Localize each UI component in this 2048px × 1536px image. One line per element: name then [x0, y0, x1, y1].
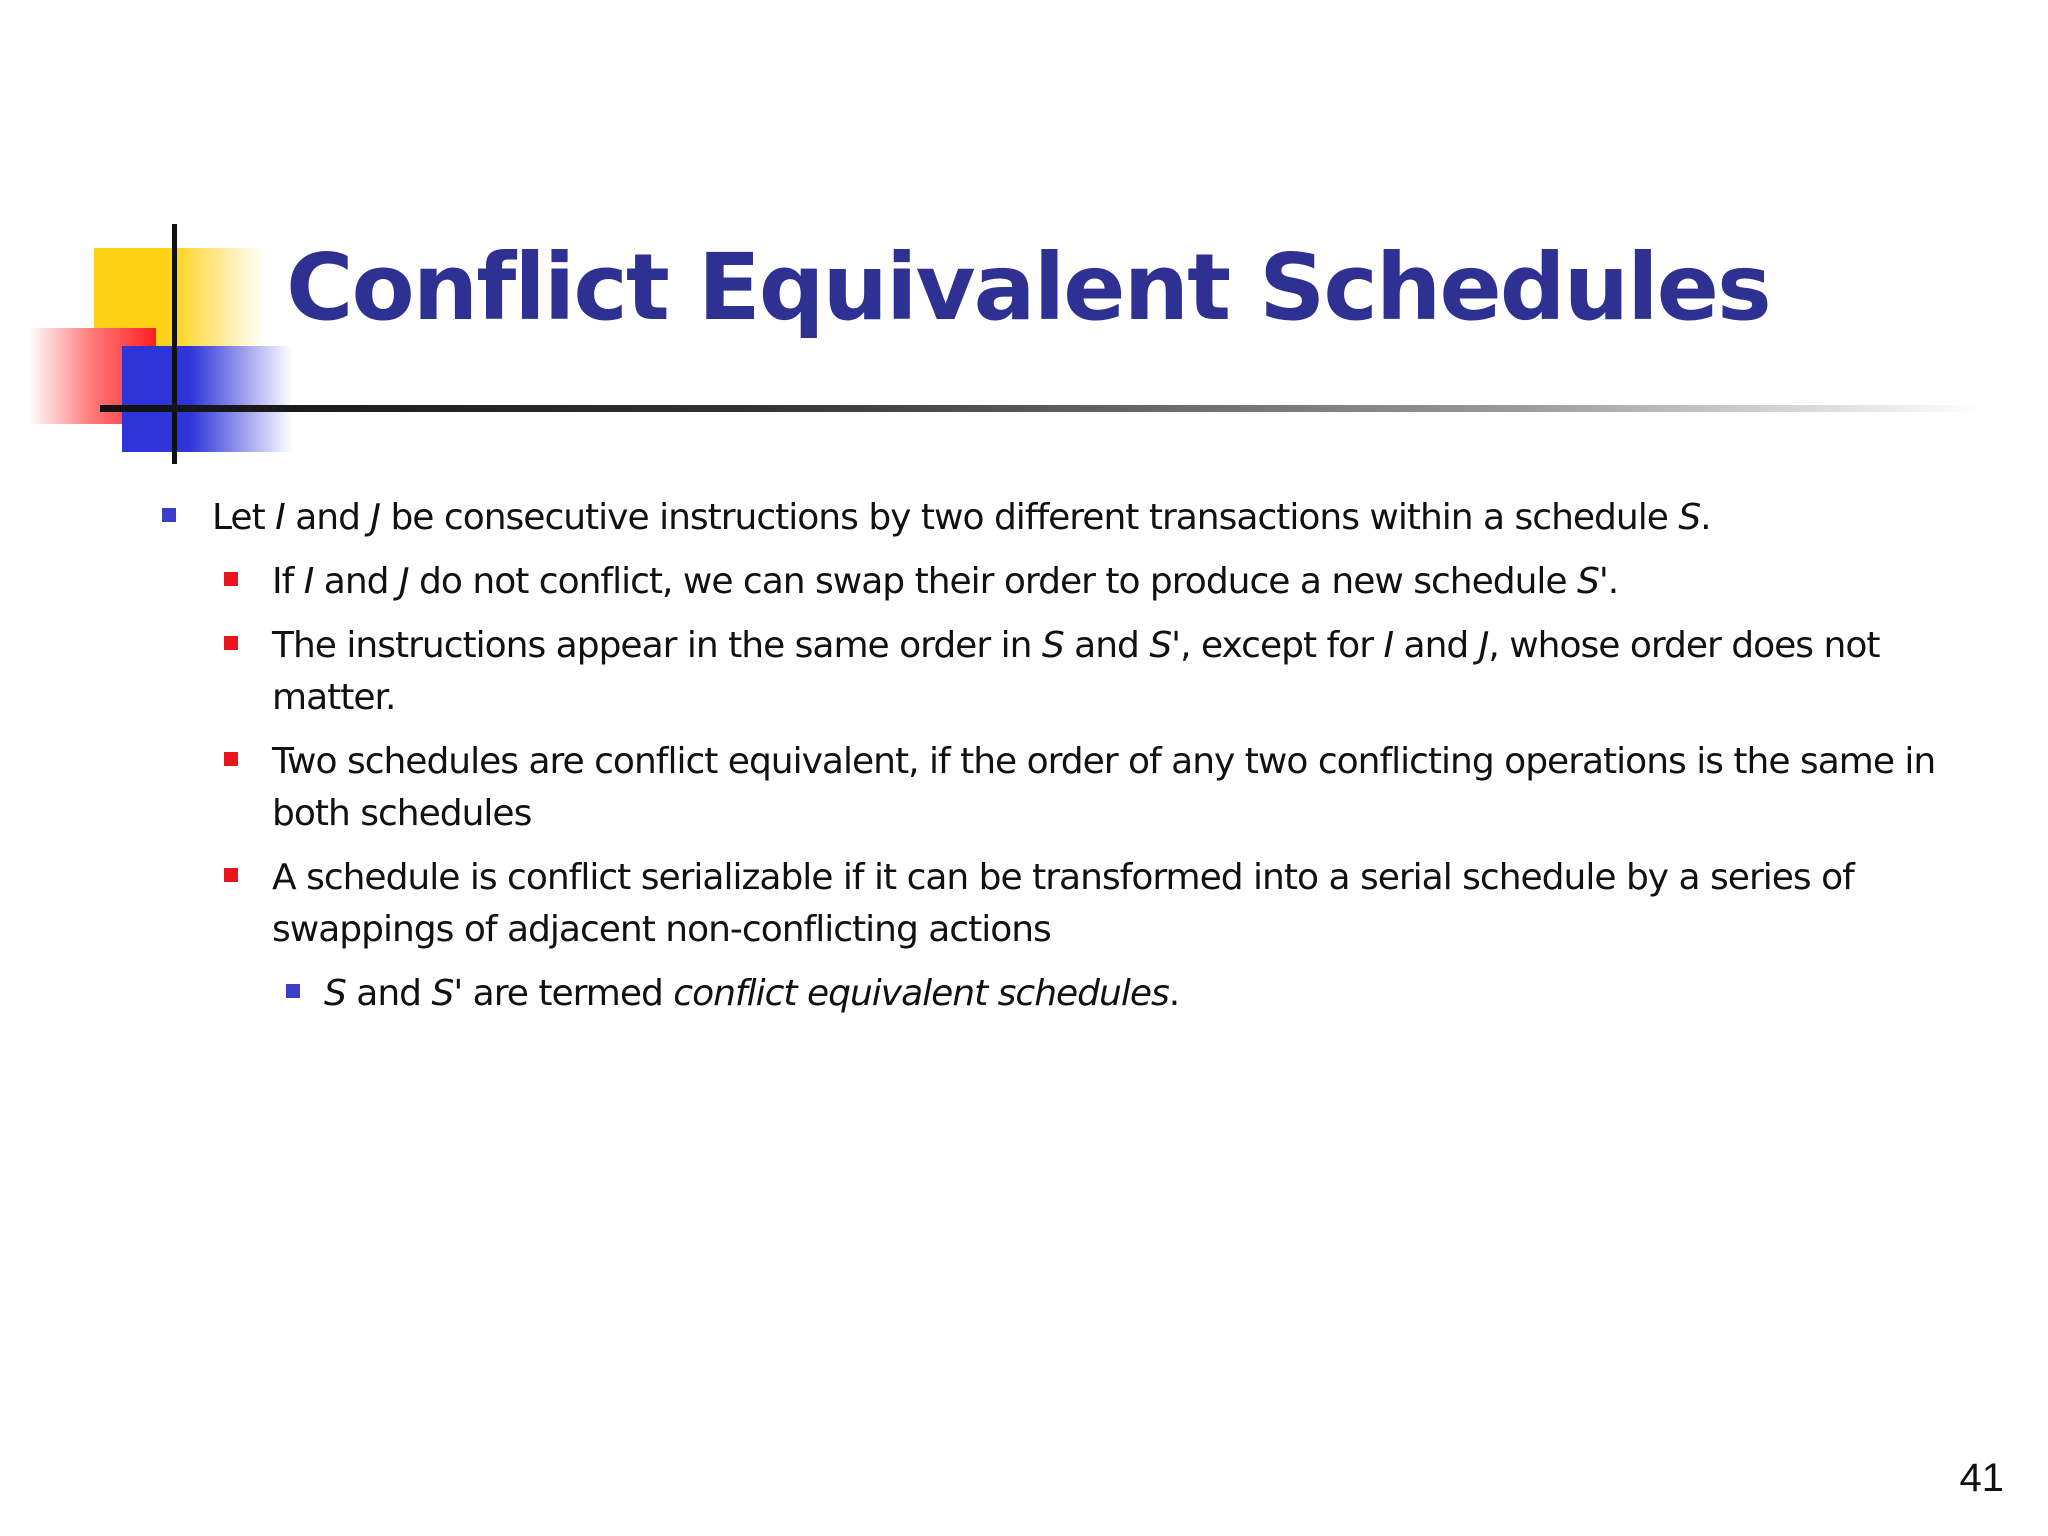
square-bullet-icon — [162, 508, 176, 522]
slide-title: Conflict Equivalent Schedules — [286, 234, 1770, 341]
bullet-level2: A schedule is conflict serializable if it can be transformed into a serial schedule by a series of swappings of adjacent non-conflicting actions — [222, 852, 1980, 956]
square-bullet-icon — [286, 984, 300, 998]
bullet-level2: The instructions appear in the same order in S and S', except for I and J, whose order does not matter. — [222, 620, 1980, 724]
bullet-level2: If I and J do not conflict, we can swap their order to produce a new schedule S'. — [222, 556, 1980, 608]
bullet-level1: Let I and J be consecutive instructions by two different transactions within a schedule S. — [160, 492, 1980, 544]
square-bullet-icon — [224, 752, 238, 766]
square-bullet-icon — [224, 572, 238, 586]
logo-blue-square — [122, 346, 292, 452]
slide-content — [160, 492, 1980, 1020]
square-bullet-icon — [224, 868, 238, 882]
bullet-level3: S and S' are termed conflict equivalent schedules. — [284, 968, 1980, 1020]
title-underline-rule — [100, 405, 1980, 412]
page-number: 41 — [1959, 1456, 2004, 1500]
logo-vertical-line — [172, 224, 177, 464]
square-bullet-icon — [224, 636, 238, 650]
bullet-level2: Two schedules are conflict equivalent, if the order of any two conflicting operations is the same in both schedules — [222, 736, 1980, 840]
